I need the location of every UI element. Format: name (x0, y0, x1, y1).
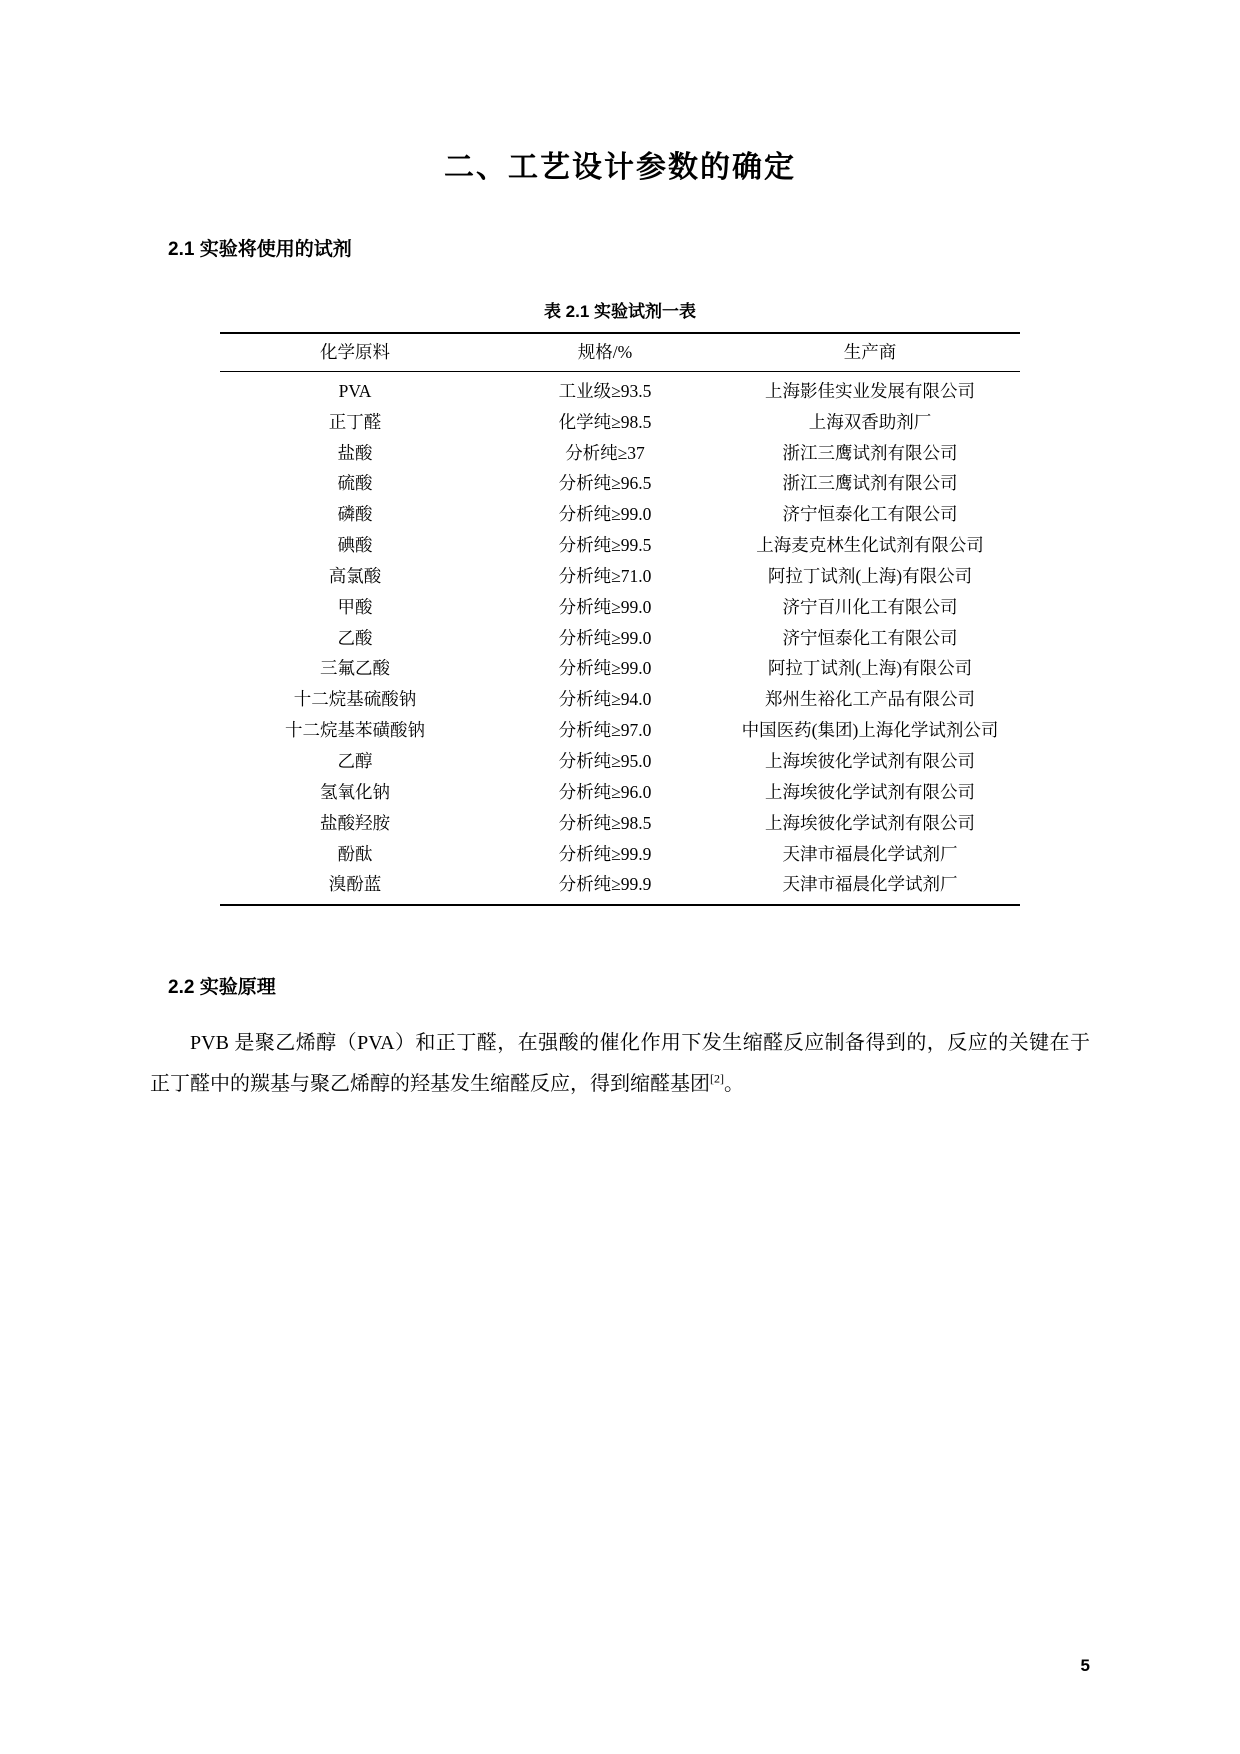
table-row (220, 407, 1020, 438)
cell-material: 十二烷基硫酸钠 (293, 689, 417, 710)
cell-material: 硫酸 (337, 473, 373, 494)
section-heading-2-1: 2.1 实验将使用的试剂 (168, 239, 352, 260)
cell-manufacturer: 上海影佳实业发展有限公司 (765, 380, 975, 401)
table-body (220, 371, 1020, 905)
cell-spec: 工业级≥93.5 (558, 380, 652, 401)
cell-spec: 化学纯≥98.5 (558, 411, 652, 432)
cell-spec: 分析纯≥99.9 (558, 843, 652, 864)
table-row (220, 371, 1020, 406)
cell-spec: 分析纯≥97.0 (558, 720, 652, 741)
cell-manufacturer: 中国医药(集团)上海化学试剂公司 (741, 720, 999, 741)
cell-manufacturer: 济宁恒泰化工有限公司 (782, 627, 958, 648)
cell-spec: 分析纯≥95.0 (558, 750, 652, 771)
table-header-row (220, 333, 1020, 371)
cell-spec: 分析纯≥99.5 (558, 535, 652, 556)
table-row (220, 499, 1020, 530)
cell-manufacturer: 上海埃彼化学试剂有限公司 (765, 750, 975, 771)
table-header (220, 333, 1020, 371)
cell-manufacturer: 浙江三鹰试剂有限公司 (782, 473, 958, 494)
cell-material: 溴酚蓝 (328, 874, 382, 895)
cell-manufacturer: 上海埃彼化学试剂有限公司 (765, 812, 975, 833)
cell-spec: 分析纯≥99.9 (558, 874, 652, 895)
cell-manufacturer: 济宁恒泰化工有限公司 (782, 504, 958, 525)
cell-material: 乙酸 (337, 627, 373, 648)
cell-spec: 分析纯≥37 (565, 442, 645, 463)
principle-paragraph (150, 1023, 1090, 1105)
citation-reference: [2] (710, 1071, 724, 1086)
paragraph-text-end: 。 (724, 1073, 744, 1096)
cell-spec: 分析纯≥99.0 (558, 658, 652, 679)
table-row (220, 777, 1020, 808)
table-row (220, 561, 1020, 592)
cell-material: 酚酞 (337, 843, 373, 864)
table-caption: 表 2.1 实验试剂一表 (543, 302, 697, 321)
cell-manufacturer: 郑州生裕化工产品有限公司 (765, 689, 975, 710)
cell-spec: 分析纯≥99.0 (558, 627, 652, 648)
cell-material: 正丁醛 (328, 411, 382, 432)
column-header-manufacturer: 生产商 (720, 333, 1020, 371)
cell-material: 氢氧化钠 (320, 781, 390, 802)
cell-manufacturer: 天津市福晨化学试剂厂 (782, 874, 958, 895)
reagents-table (220, 332, 1020, 906)
cell-manufacturer: 天津市福晨化学试剂厂 (782, 843, 958, 864)
table-row (220, 623, 1020, 654)
table-row (220, 869, 1020, 905)
cell-spec: 分析纯≥99.0 (558, 596, 652, 617)
cell-manufacturer: 浙江三鹰试剂有限公司 (782, 442, 958, 463)
cell-spec: 分析纯≥94.0 (558, 689, 652, 710)
cell-spec: 分析纯≥98.5 (558, 812, 652, 833)
table-row (220, 468, 1020, 499)
column-header-spec: 规格/% (490, 333, 720, 371)
cell-material: 碘酸 (337, 535, 373, 556)
cell-material: 高氯酸 (328, 565, 382, 586)
table-row (220, 715, 1020, 746)
cell-material: 磷酸 (337, 504, 373, 525)
table-row (220, 438, 1020, 469)
cell-material: 乙醇 (337, 750, 373, 771)
table-row (220, 746, 1020, 777)
cell-manufacturer: 上海埃彼化学试剂有限公司 (765, 781, 975, 802)
cell-manufacturer: 上海双香助剂厂 (808, 411, 932, 432)
cell-material: 甲酸 (337, 596, 373, 617)
cell-manufacturer: 阿拉丁试剂(上海)有限公司 (767, 565, 973, 586)
cell-spec: 分析纯≥96.5 (558, 473, 652, 494)
table-row (220, 653, 1020, 684)
table-row (220, 684, 1020, 715)
cell-material: 三氟乙酸 (320, 658, 390, 679)
cell-material: 十二烷基苯磺酸钠 (285, 720, 425, 741)
cell-spec: 分析纯≥96.0 (558, 781, 652, 802)
table-row (220, 839, 1020, 870)
column-header-material: 化学原料 (220, 333, 490, 371)
page-number: 5 (1080, 1656, 1090, 1675)
cell-spec: 分析纯≥99.0 (558, 504, 652, 525)
section-spacer (150, 906, 1090, 924)
cell-spec: 分析纯≥71.0 (558, 565, 652, 586)
paragraph-text-main: PVB 是聚乙烯醇（PVA）和正丁醛，在强酸的催化作用下发生缩醛反应制备得到的，反应的关键在于正丁醛中的羰基与聚乙烯醇的羟基发生缩醛反应，得到缩醛基团 (150, 1032, 1090, 1096)
table-row (220, 808, 1020, 839)
page-title: 二、工艺设计参数的确定 (444, 151, 796, 184)
cell-manufacturer: 阿拉丁试剂(上海)有限公司 (767, 658, 973, 679)
cell-material: 盐酸 (337, 442, 373, 463)
table-row (220, 592, 1020, 623)
cell-manufacturer: 上海麦克林生化试剂有限公司 (756, 535, 984, 556)
cell-material: 盐酸羟胺 (320, 812, 390, 833)
table-row (220, 530, 1020, 561)
cell-manufacturer: 济宁百川化工有限公司 (782, 596, 958, 617)
section-heading-2-2: 2.2 实验原理 (168, 977, 276, 999)
cell-material: PVA (338, 380, 372, 401)
